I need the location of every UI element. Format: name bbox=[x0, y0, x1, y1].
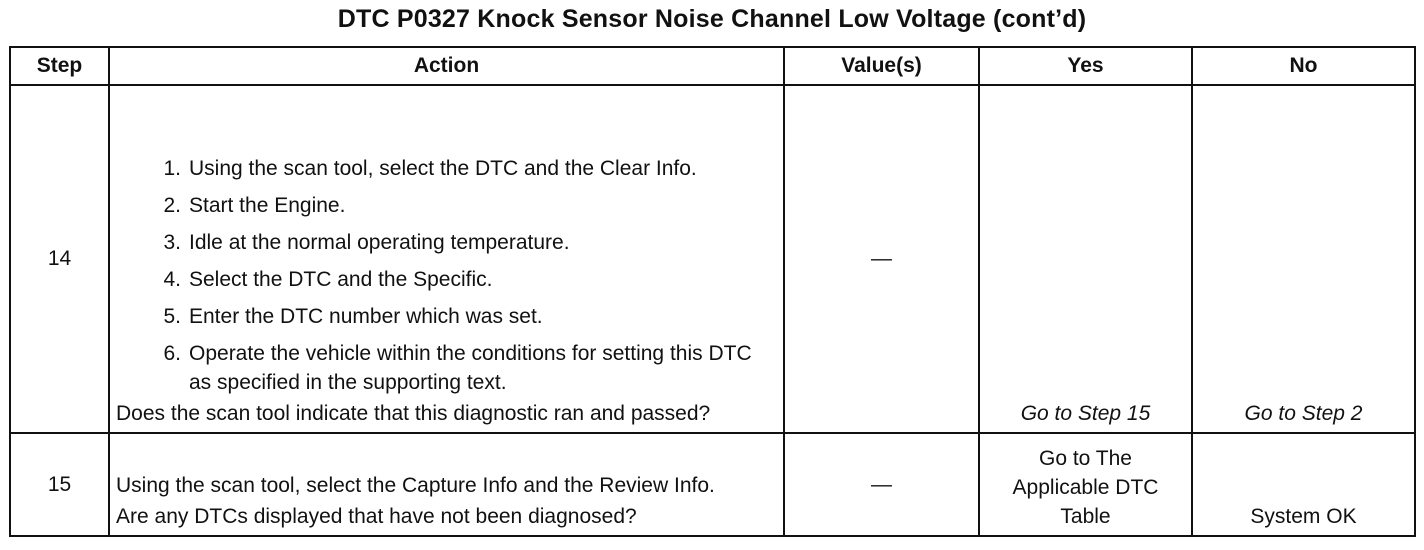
table-header-row bbox=[10, 47, 1415, 85]
step-item-number: 4. bbox=[163, 268, 181, 291]
yes-outcome: Go to Step 15 bbox=[979, 85, 1192, 433]
page-title: DTC P0327 Knock Sensor Noise Channel Low Voltage (cont’d) bbox=[337, 5, 1087, 33]
list-item bbox=[116, 154, 777, 183]
step-number: 15 bbox=[10, 433, 109, 536]
step-item-text: Using the scan tool, select the DTC and the Clear Info. bbox=[189, 157, 697, 180]
table-row bbox=[10, 85, 1415, 433]
step-item-number: 2. bbox=[163, 194, 181, 217]
action-steps-list bbox=[116, 154, 777, 397]
step-item-number: 1. bbox=[163, 157, 181, 180]
no-outcome: Go to Step 2 bbox=[1192, 85, 1415, 433]
action-instruction: Using the scan tool, select the Capture Info and the Review Info. bbox=[116, 474, 715, 497]
step-number: 14 bbox=[10, 85, 109, 433]
yes-outcome: Go to The Applicable DTC Table bbox=[979, 433, 1192, 536]
list-item bbox=[116, 228, 777, 257]
action-question: Are any DTCs displayed that have not been diagnosed? bbox=[116, 505, 637, 528]
value-cell: — bbox=[784, 433, 979, 536]
table-row bbox=[10, 433, 1415, 536]
list-item bbox=[116, 265, 777, 294]
step-item-number: 3. bbox=[163, 231, 181, 254]
value-cell: — bbox=[784, 85, 979, 433]
step-item-text: Start the Engine. bbox=[189, 194, 346, 217]
step-item-number: 6. bbox=[163, 342, 181, 365]
step-item-number: 5. bbox=[163, 305, 181, 328]
header-values: Value(s) bbox=[784, 47, 979, 85]
header-no: No bbox=[1192, 47, 1415, 85]
step-item-text: Enter the DTC number which was set. bbox=[189, 305, 543, 328]
no-outcome: System OK bbox=[1192, 433, 1415, 536]
list-item bbox=[116, 191, 777, 220]
list-item bbox=[116, 339, 777, 397]
step-item-text: Operate the vehicle within the conditions for setting this DTC as specified in the supporting text. bbox=[189, 342, 752, 394]
header-yes: Yes bbox=[979, 47, 1192, 85]
diagnostic-table bbox=[9, 46, 1416, 537]
step-item-text: Idle at the normal operating temperature. bbox=[189, 231, 570, 254]
list-item bbox=[116, 302, 777, 331]
header-action: Action bbox=[109, 47, 784, 85]
header-step: Step bbox=[10, 47, 109, 85]
action-question: Does the scan tool indicate that this diagnostic ran and passed? bbox=[116, 402, 711, 425]
action-cell bbox=[109, 433, 784, 536]
action-cell bbox=[109, 85, 784, 433]
step-item-text: Select the DTC and the Specific. bbox=[189, 268, 493, 291]
